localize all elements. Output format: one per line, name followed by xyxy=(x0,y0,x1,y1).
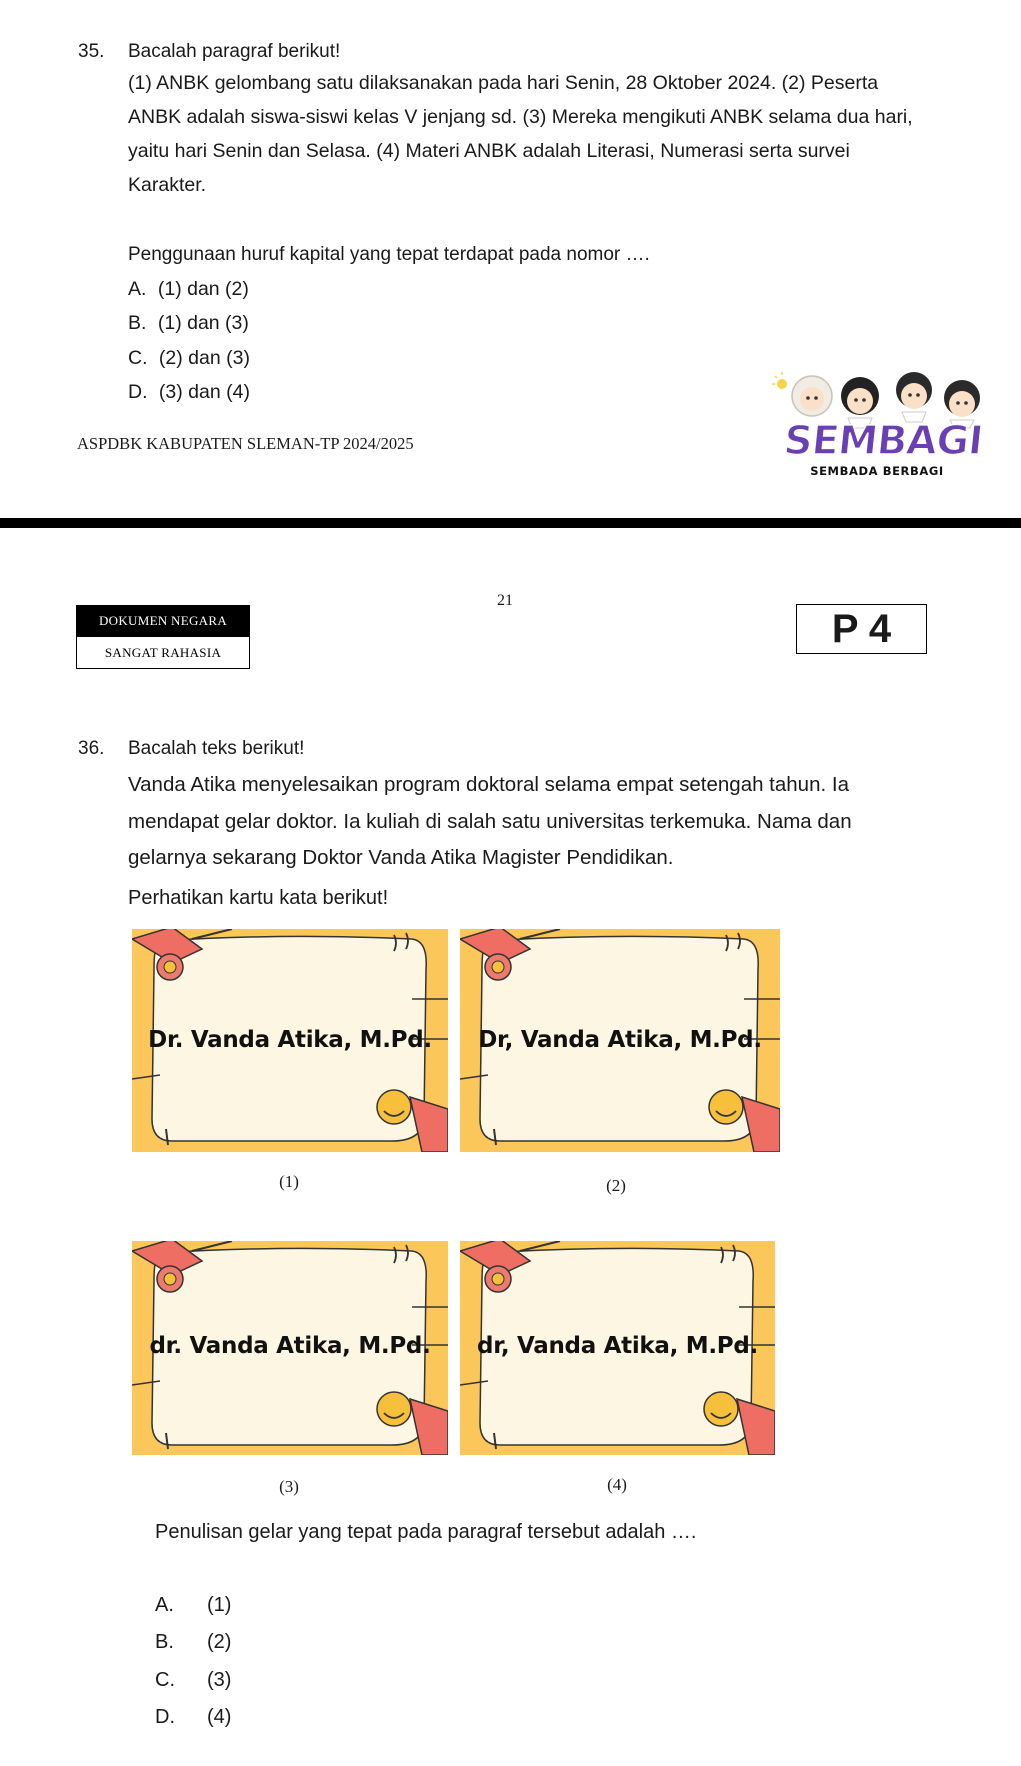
q35-option-b[interactable] xyxy=(128,312,249,335)
q36-paragraph xyxy=(128,767,928,877)
stamp-sangat-rahasia: SANGAT RAHASIA xyxy=(76,636,250,669)
option-letter: A. xyxy=(128,278,147,300)
page-divider xyxy=(0,518,1021,528)
q36-question: Penulisan gelar yang tepat pada paragraf tersebut adalah …. xyxy=(155,1521,697,1543)
q36-paragraph-line: gelarnya sekarang Doktor Vanda Atika Magister Pendidikan. xyxy=(128,846,674,869)
page-number: 21 xyxy=(497,592,513,609)
option-letter: D. xyxy=(128,381,148,403)
card-text: Dr, Vanda Atika, M.Pd. xyxy=(478,1027,762,1053)
q36-paragraph-line: mendapat gelar doktor. Ia kuliah di salah satu universitas terkemuka. Nama dan xyxy=(128,809,852,833)
option-text: (2) dan (3) xyxy=(158,347,250,369)
word-card-3[interactable] xyxy=(132,1241,448,1455)
stamp-dokumen-negara: DOKUMEN NEGARA xyxy=(76,605,250,636)
card-caption-4: (4) xyxy=(607,1475,627,1494)
card-text: dr, Vanda Atika, M.Pd. xyxy=(477,1333,758,1359)
q36-option-c[interactable] xyxy=(155,1669,232,1692)
q35-paragraph xyxy=(128,66,928,202)
q36-option-b[interactable] xyxy=(155,1631,232,1654)
package-code: P 4 xyxy=(796,604,927,654)
card-caption-3: (3) xyxy=(279,1477,299,1496)
option-text: (1) xyxy=(207,1594,232,1616)
footer-publisher: ASPDBK KABUPATEN SLEMAN-TP 2024/2025 xyxy=(77,434,414,453)
word-card-4[interactable] xyxy=(460,1241,775,1455)
card-text: dr. Vanda Atika, M.Pd. xyxy=(149,1333,431,1359)
q36-number: 36. xyxy=(78,738,105,759)
card-caption-1: (1) xyxy=(279,1172,299,1191)
card-caption-2: (2) xyxy=(606,1176,626,1195)
option-text: (2) xyxy=(207,1631,232,1653)
logo-tagline: SEMBADA BERBAGI xyxy=(810,464,944,478)
q36-option-a[interactable] xyxy=(155,1594,232,1617)
option-text: (3) xyxy=(207,1669,232,1691)
q35-paragraph-line: yaitu hari Senin dan Selasa. (4) Materi ANBK adalah Literasi, Numerasi serta survei xyxy=(128,140,850,162)
word-card-2[interactable] xyxy=(460,929,780,1152)
q35-option-d[interactable] xyxy=(128,381,250,404)
q36-card-intro: Perhatikan kartu kata berikut! xyxy=(128,887,389,909)
option-letter: C. xyxy=(128,347,148,369)
option-text: (1) dan (3) xyxy=(157,312,249,334)
q35-instruction: Bacalah paragraf berikut! xyxy=(128,41,341,62)
option-text: (1) dan (2) xyxy=(157,278,249,300)
q36-paragraph-line: Vanda Atika menyelesaikan program doktoral selama empat setengah tahun. Ia xyxy=(128,773,849,796)
sembagi-logo xyxy=(770,366,990,486)
logo-wordmark: SEMBAGI xyxy=(781,418,985,464)
q35-paragraph-line: ANBK adalah siswa-siswi kelas V jenjang sd. (3) Mereka mengikuti ANBK selama dua hari, xyxy=(128,106,913,128)
card-text: Dr. Vanda Atika, M.Pd. xyxy=(148,1027,432,1053)
q36-option-d[interactable] xyxy=(155,1706,232,1729)
option-letter: B. xyxy=(128,312,147,334)
option-letter: B. xyxy=(155,1631,174,1653)
option-text: (4) xyxy=(207,1706,232,1728)
q35-option-c[interactable] xyxy=(128,347,250,370)
q35-question: Penggunaan huruf kapital yang tepat terdapat pada nomor …. xyxy=(128,244,650,265)
word-card-1[interactable] xyxy=(132,929,448,1152)
q35-paragraph-line: (1) ANBK gelombang satu dilaksanakan pada hari Senin, 28 Oktober 2024. (2) Peserta xyxy=(128,72,879,94)
q35-paragraph-line: Karakter. xyxy=(128,174,207,196)
option-letter: C. xyxy=(155,1669,175,1691)
option-letter: A. xyxy=(155,1594,174,1616)
q36-instruction: Bacalah teks berikut! xyxy=(128,738,305,759)
q35-option-a[interactable] xyxy=(128,278,249,301)
q35-number: 35. xyxy=(78,41,105,62)
option-letter: D. xyxy=(155,1706,175,1728)
option-text: (3) dan (4) xyxy=(158,381,250,403)
